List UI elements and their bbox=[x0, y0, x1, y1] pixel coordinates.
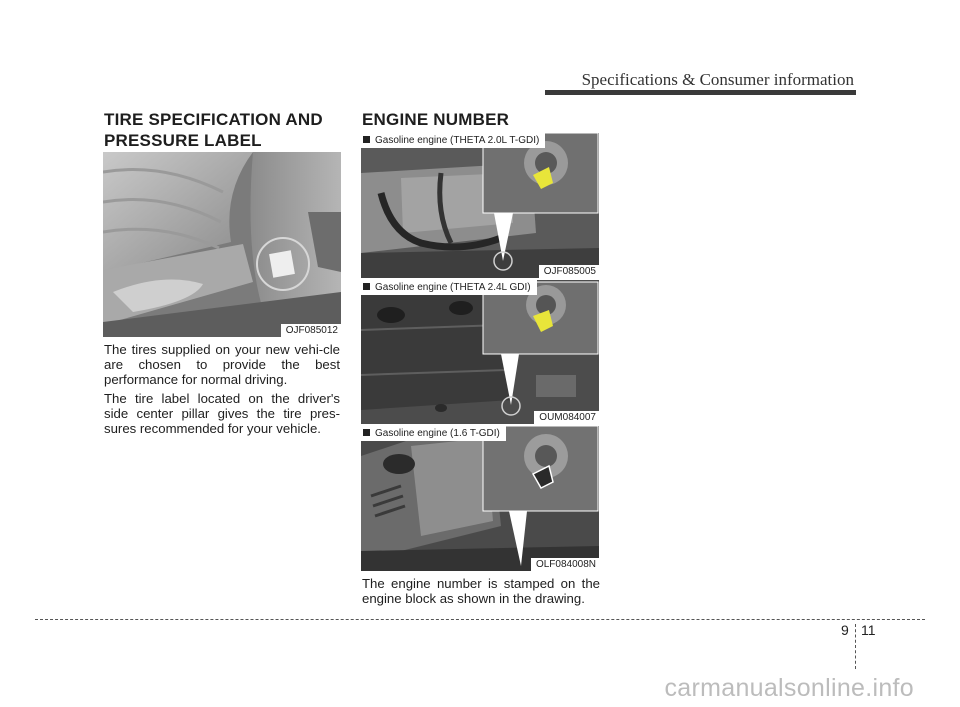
engine-photo-1-6-tgdi bbox=[361, 426, 599, 571]
bullet-square-icon bbox=[363, 136, 370, 143]
engine-photo-2-caption bbox=[361, 280, 537, 295]
tire-label-photo bbox=[103, 152, 341, 337]
engine-photo-3-code: OLF084008N bbox=[531, 558, 599, 571]
engine-photo-3-caption bbox=[361, 426, 506, 441]
page-number: 11 bbox=[861, 622, 876, 638]
footer-divider bbox=[35, 619, 925, 620]
watermark: carmanualsonline.info bbox=[664, 674, 914, 702]
tire-section-title-line1: TIRE SPECIFICATION AND bbox=[104, 110, 323, 129]
engine-photo-1-caption bbox=[361, 133, 545, 148]
bullet-square-icon bbox=[363, 429, 370, 436]
tire-paragraph-2: The tire label located on the driver's side center pillar gives the tire pres-sures recommended for your vehicle. bbox=[104, 391, 340, 436]
engine-photo-1-code: OJF085005 bbox=[539, 265, 599, 278]
footer-vertical-divider bbox=[855, 624, 856, 669]
engine-section-title: ENGINE NUMBER bbox=[362, 110, 510, 129]
engine-photo-theta-2-0 bbox=[361, 133, 599, 278]
chapter-number: 9 bbox=[841, 622, 849, 638]
header-bar bbox=[545, 90, 856, 95]
bullet-square-icon bbox=[363, 283, 370, 290]
tire-paragraph-1: The tires supplied on your new vehi-cle are chosen to provide the best performance for normal driving. bbox=[104, 342, 340, 387]
engine-photo-2-caption-text: Gasoline engine (THETA 2.4L GDI) bbox=[375, 282, 531, 293]
engine-photo-2-code: OUM084007 bbox=[534, 411, 599, 424]
engine-photo-1-caption-text: Gasoline engine (THETA 2.0L T-GDI) bbox=[375, 135, 540, 146]
engine-photo-3-caption-text: Gasoline engine (1.6 T-GDI) bbox=[375, 428, 500, 439]
tire-section-title-line2: PRESSURE LABEL bbox=[104, 131, 262, 150]
engine-photo-theta-2-4 bbox=[361, 280, 599, 424]
tire-photo-code: OJF085012 bbox=[281, 324, 341, 337]
engine-paragraph: The engine number is stamped on the engine block as shown in the drawing. bbox=[362, 576, 600, 606]
header-title: Specifications & Consumer information bbox=[581, 70, 854, 89]
